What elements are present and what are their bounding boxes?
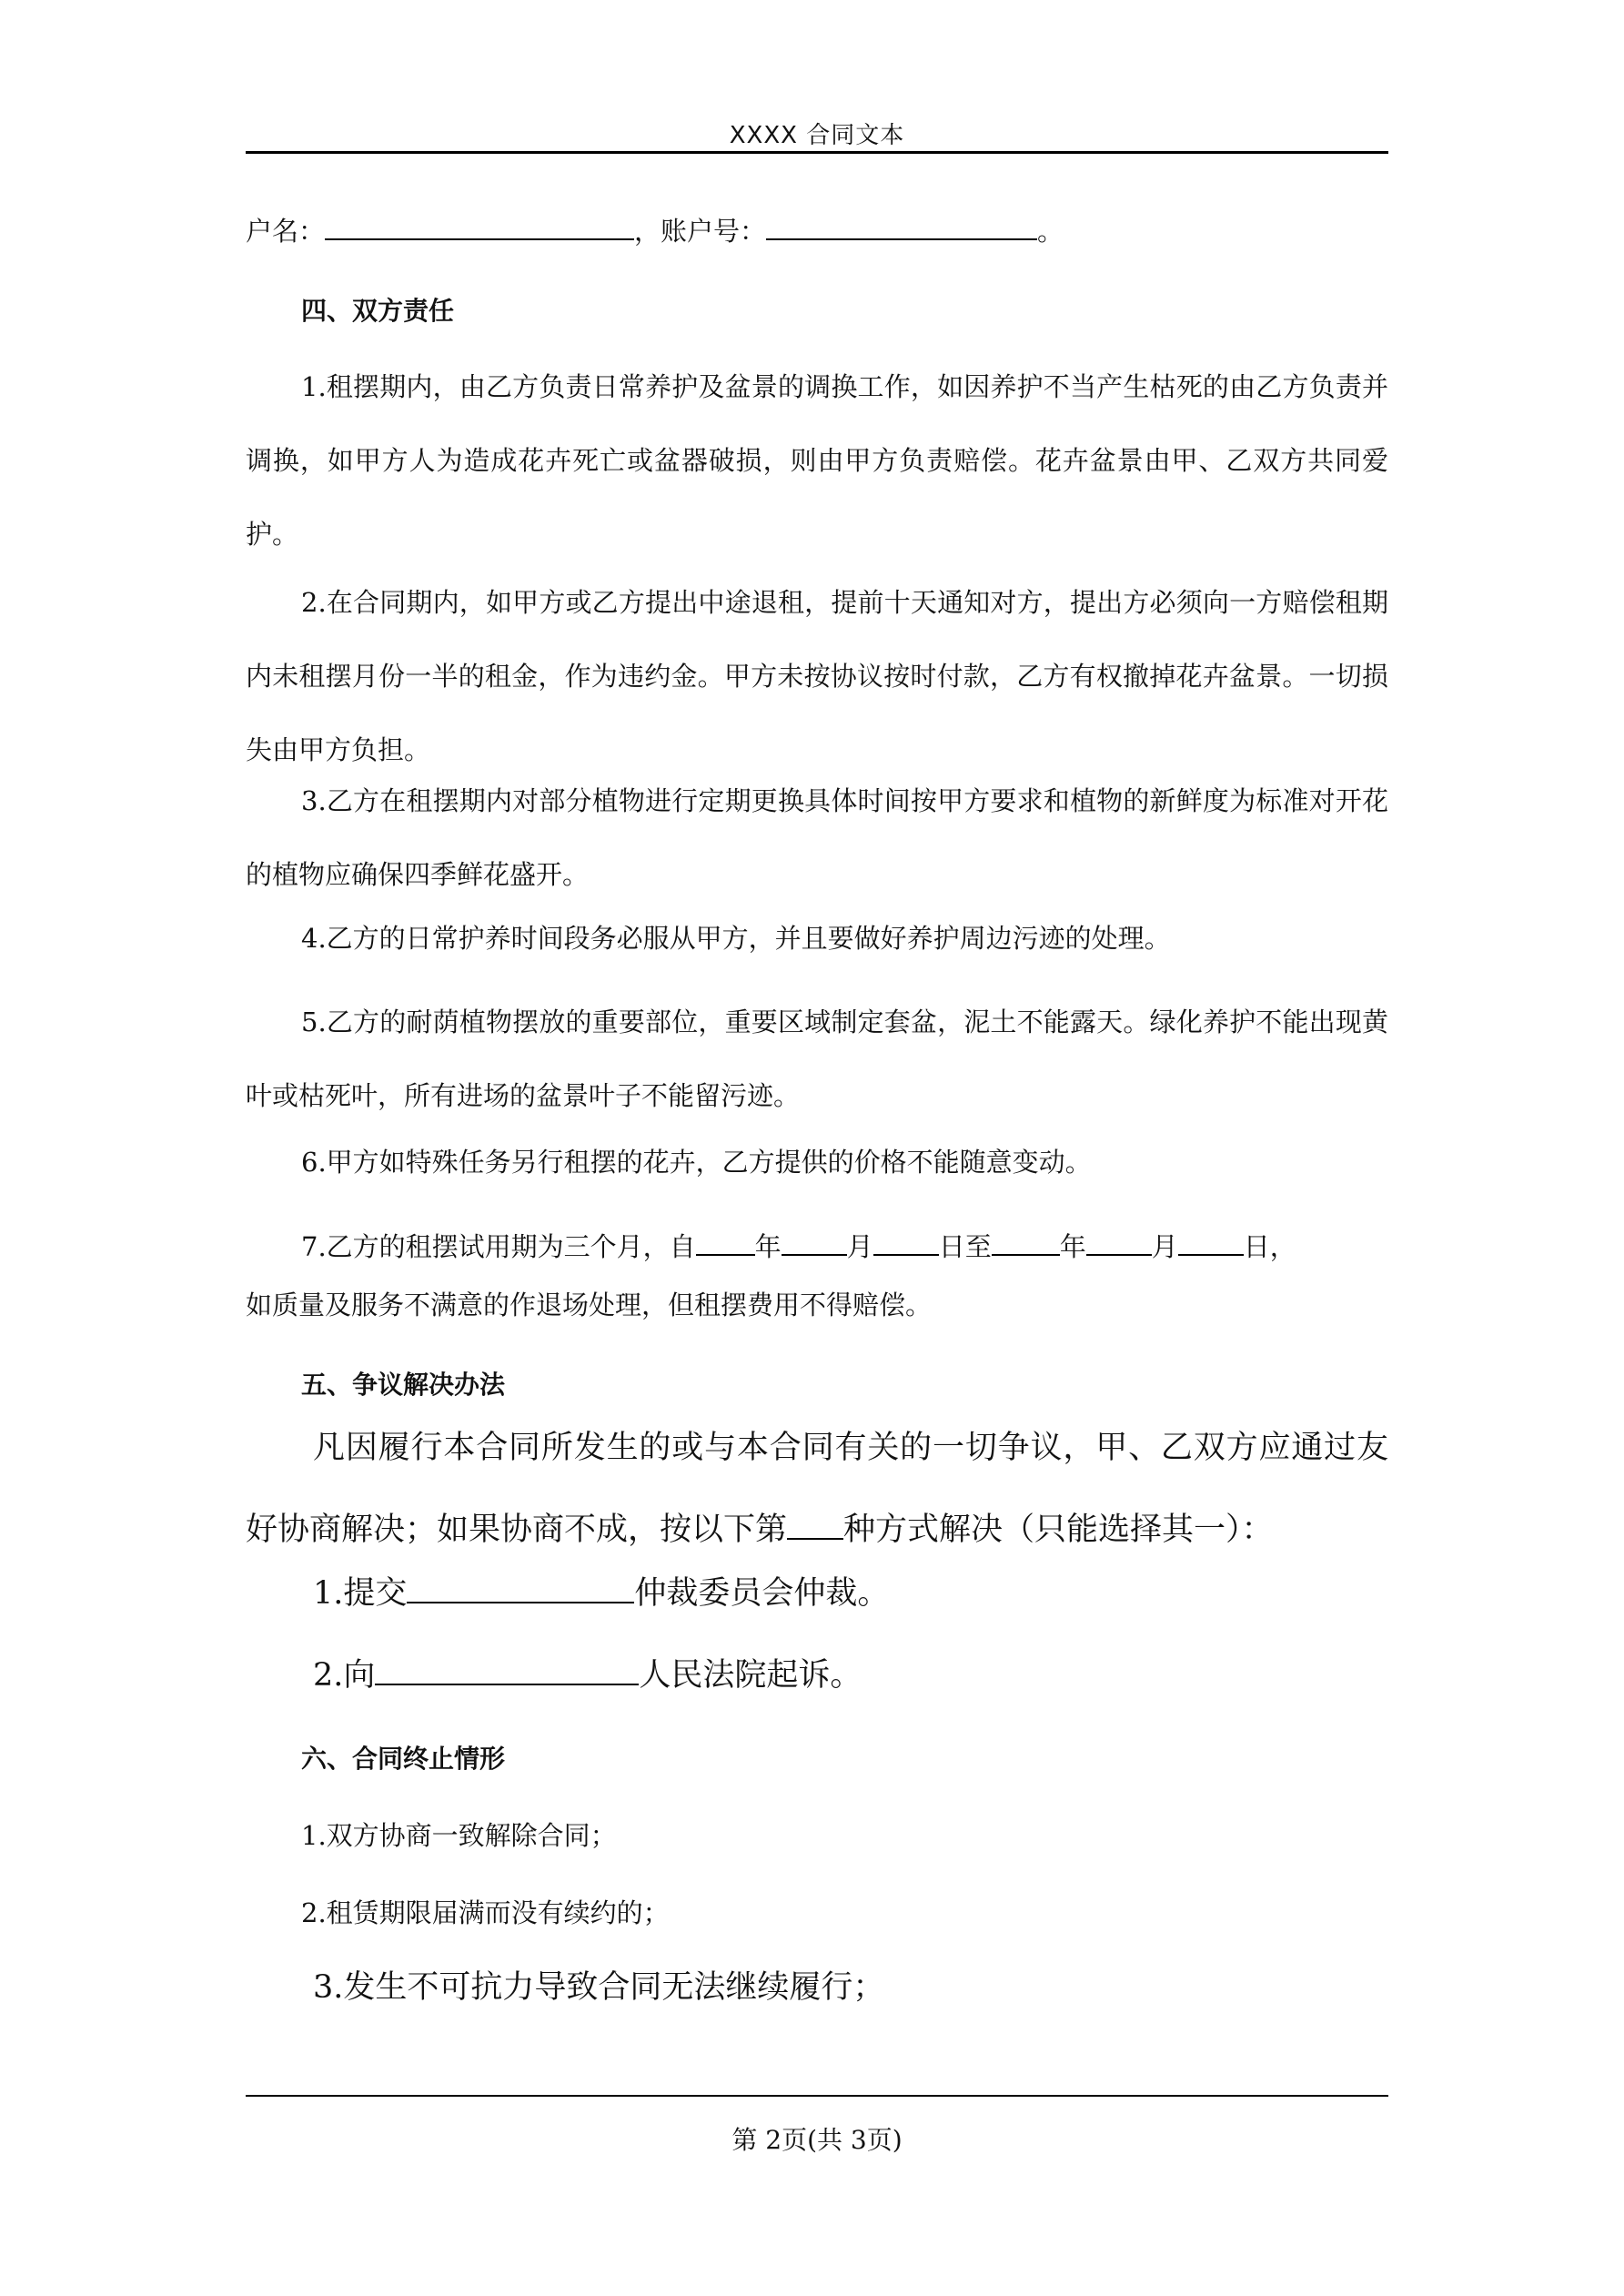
account-line-end: 。 [1037,216,1064,247]
court-name-blank [375,1653,639,1685]
section5-intro-a: 凡因履行本合同所发生的或与本合同有关的一切争议，甲、乙双方应通过友好协商解决；如果协商不成，按以下第 [246,1430,1388,1548]
account-number-blank [766,211,1037,240]
item7-year-1: 年 [754,1231,782,1262]
option2-suffix: 人民法院起诉。 [639,1657,862,1694]
section6-item-1: 1.双方协商一致解除合同； [301,1820,617,1851]
section5-option-2 [313,1653,862,1697]
start-month-blank [782,1227,847,1256]
start-day-blank [873,1227,939,1256]
item7-prefix: 7.乙方的租摆试用期为三个月，自 [301,1231,696,1262]
section6-heading: 六、合同终止情形 [301,1744,506,1774]
end-year-blank [992,1227,1060,1256]
end-day-blank [1178,1227,1244,1256]
start-year-blank [696,1227,755,1256]
section6-item-3: 3.发生不可抗力导致合同无法继续履行； [313,1969,885,2006]
section5-intro [246,1407,1388,1571]
option1-prefix: 1.提交 [313,1575,408,1612]
section5-intro-b: 种方式解决（只能选择其一）： [843,1512,1274,1548]
section4-item-5: 5.乙方的耐荫植物摆放的重要部位，重要区域制定套盆，泥土不能露天。绿化养护不能出现黄叶或枯死叶，所有进场的盆景叶子不能留污迹。 [246,1006,1388,1111]
account-number-label: ，账户号： [634,216,767,247]
section4-item-7-line1 [301,1227,1388,1265]
option1-suffix: 仲裁委员会仲裁。 [634,1575,890,1612]
section4-item-3: 3.乙方在租摆期内对部分植物进行定期更换具体时间按甲方要求和植物的新鲜度为标准对开花的植物应确保四季鲜花盛开。 [246,785,1388,890]
section4-item-2: 2.在合同期内，如甲方或乙方提出中途退租，提前十天通知对方，提出方必须向一方赔偿租期内未租摆月份一半的租金，作为违约金。甲方未按协议按时付款，乙方有权撤掉花卉盆景。一切损失由甲方负担。 [246,587,1388,765]
section6-item-2: 2.租赁期限届满而没有续约的； [301,1897,670,1928]
section4-item-6: 6.甲方如特殊任务另行租摆的花卉，乙方提供的价格不能随意变动。 [301,1147,1092,1178]
page-number: 第 2页(共 3页) [731,2125,903,2155]
section4-item-7-line2: 如质量及服务不满意的作退场处理，但租摆费用不得赔偿。 [246,1290,933,1320]
section4-heading: 四、双方责任 [301,296,455,326]
header-title: XXXX 合同文本 [729,122,905,149]
option2-prefix: 2.向 [313,1657,376,1694]
item7-month-1: 月 [846,1231,873,1262]
header-rule [246,151,1388,154]
section5-option-1 [313,1571,889,1615]
section4-item-4: 4.乙方的日常护养时间段务必服从甲方，并且要做好养护周边污迹的处理。 [301,923,1171,954]
footer-rule [246,2095,1388,2097]
account-name-blank [325,211,634,240]
item7-day-end: 日， [1243,1231,1296,1262]
arbitration-commission-blank [407,1571,634,1603]
account-line [246,211,1388,249]
section5-heading: 五、争议解决办法 [301,1370,506,1400]
account-name-label: 户名： [246,216,326,247]
section4-item-1: 1.租摆期内，由乙方负责日常养护及盆景的调换工作，如因养护不当产生枯死的由乙方负责并调换，如甲方人为造成花卉死亡或盆器破损，则由甲方负责赔偿。花卉盆景由甲、乙双方共同爱护。 [246,371,1388,550]
item7-month-2: 月 [1151,1231,1178,1262]
method-number-blank [787,1507,843,1540]
item7-day-to: 日至 [938,1231,992,1262]
end-month-blank [1086,1227,1152,1256]
item7-year-2: 年 [1059,1231,1086,1262]
